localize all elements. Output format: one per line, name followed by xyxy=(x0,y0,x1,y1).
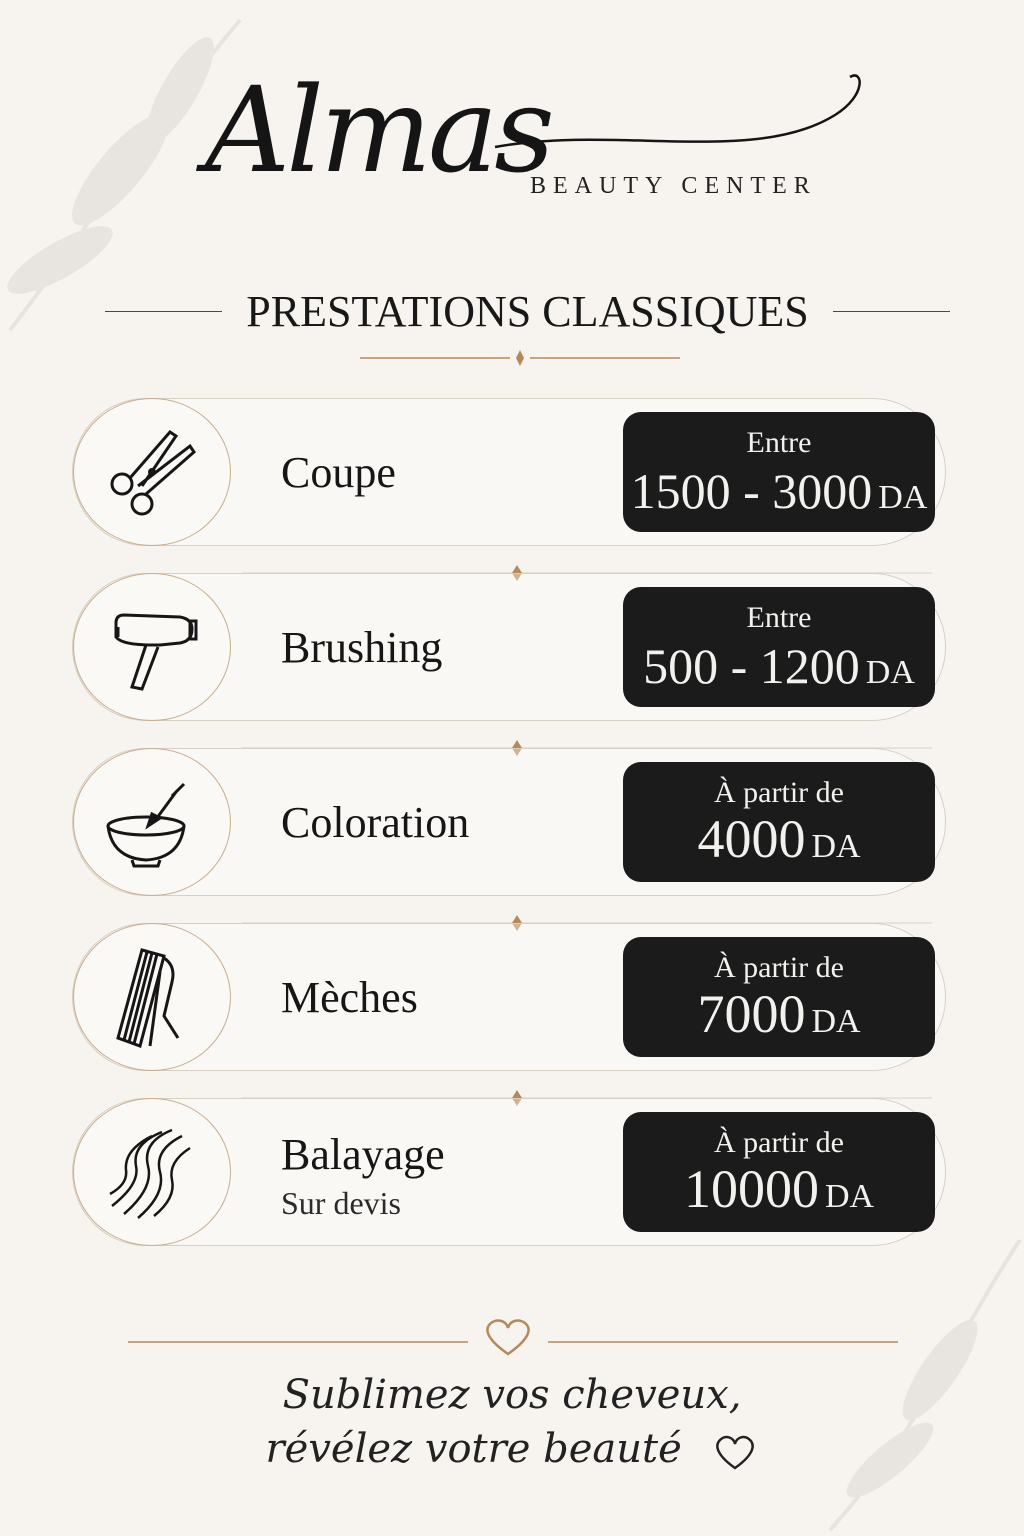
service-name: Coupe xyxy=(281,448,396,497)
brand-logo xyxy=(195,55,875,245)
section-title-row xyxy=(105,283,950,339)
section-title: PRESTATIONS CLASSIQUES xyxy=(246,286,809,336)
tagline-line-1: Sublimez vos cheveux, xyxy=(282,1372,742,1418)
price-label: À partir de xyxy=(714,776,844,809)
price-box xyxy=(623,412,935,532)
color-bowl-brush-icon xyxy=(102,772,202,872)
price-value-line xyxy=(623,808,935,870)
price-box xyxy=(623,937,935,1057)
service-row-coloration xyxy=(72,748,946,896)
price-box xyxy=(623,762,935,882)
icon-circle xyxy=(73,1098,231,1246)
price-label: À partir de xyxy=(714,951,844,984)
brand-subtitle: BEAUTY CENTER xyxy=(530,173,817,199)
price-currency: DA xyxy=(865,654,915,691)
service-name: Brushing xyxy=(281,623,443,672)
price-value: 7000 xyxy=(697,984,806,1044)
price-value-line xyxy=(623,983,935,1045)
scissors-icon xyxy=(102,422,202,522)
heart-icon xyxy=(712,1432,758,1472)
price-value: 4000 xyxy=(697,809,806,869)
service-row-meches xyxy=(72,923,946,1071)
price-box xyxy=(623,1112,935,1232)
title-line-right xyxy=(833,311,950,312)
service-row-brushing xyxy=(72,573,946,721)
icon-circle xyxy=(73,923,231,1071)
price-label: Entre xyxy=(746,426,812,459)
icon-circle xyxy=(73,573,231,721)
price-currency: DA xyxy=(878,479,928,516)
price-value: 500 - 1200 xyxy=(643,638,860,694)
price-label: Entre xyxy=(746,601,812,634)
wavy-hair-icon xyxy=(102,1122,202,1222)
price-value-line xyxy=(623,1158,935,1220)
diamond-divider-icon xyxy=(360,346,680,370)
heart-divider-icon xyxy=(128,1310,898,1360)
price-currency: DA xyxy=(824,1178,875,1215)
hair-dryer-icon xyxy=(102,597,202,697)
service-name: Balayage xyxy=(281,1130,445,1179)
service-row-coupe xyxy=(72,398,946,546)
price-box xyxy=(623,587,935,707)
title-line-left xyxy=(105,311,222,312)
service-name: Mèches xyxy=(281,973,418,1022)
service-row-balayage xyxy=(72,1098,946,1246)
price-value: 10000 xyxy=(683,1159,819,1219)
tagline-line-2-text: révélez votre beauté xyxy=(265,1426,682,1472)
icon-circle xyxy=(73,748,231,896)
service-note: Sur devis xyxy=(281,1185,401,1221)
icon-circle xyxy=(73,398,231,546)
tagline-line-2 xyxy=(0,1426,1024,1472)
price-value: 1500 - 3000 xyxy=(630,463,873,519)
price-label: À partir de xyxy=(714,1126,844,1159)
price-value-line xyxy=(623,462,935,520)
price-currency: DA xyxy=(811,828,861,865)
brand-name: Almas xyxy=(205,61,551,199)
price-value-line xyxy=(623,637,935,695)
foil-strips-icon xyxy=(102,942,202,1052)
price-currency: DA xyxy=(811,1003,861,1040)
service-name: Coloration xyxy=(281,798,470,847)
